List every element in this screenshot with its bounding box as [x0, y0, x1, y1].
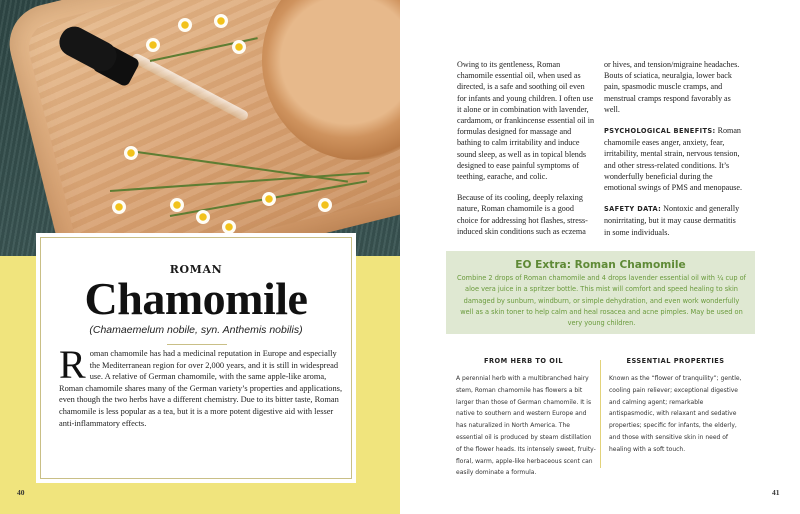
- eo-extra-box: [446, 251, 755, 334]
- latin-name: (Chamaemelum nobile, syn. Anthemis nobilis): [89, 324, 303, 336]
- from-herb-text: A perennial herb with a multibranched hairy stem, Roman chamomile has flowers a bit larger than those of German chamomile. It is native to southern and western Europe and has naturalized in North America. The essential oil is produced by steam distillation of the flower heads. Its intensely sweet, fruity-floral, warm, apple-like herbaceous scent can easily dominate a formula.: [456, 375, 596, 477]
- chamomile-flower: [262, 192, 276, 206]
- essential-properties-text: Known as the “flower of tranquility”; gentle, cooling pain reliever; exceptional digestive and calming agent; remarkable antispasmodic, with relaxant and sedative properties; specific for infants, the elderly, and those with sensitive skin in need of healing with a soft touch.: [609, 375, 742, 453]
- title-rule: [167, 344, 227, 345]
- text-column-1: [457, 59, 595, 247]
- column-divider: [600, 360, 601, 468]
- chamomile-flower: [318, 198, 332, 212]
- chamomile-flower: [214, 14, 228, 28]
- chamomile-flower: [196, 210, 210, 224]
- page-number-right: 41: [772, 488, 780, 497]
- chamomile-flower: [170, 198, 184, 212]
- chamomile-flower: [124, 146, 138, 160]
- intro-paragraph: [59, 342, 343, 429]
- from-herb-heading: FROM HERB TO OIL: [483, 357, 564, 365]
- body-paragraph: or hives, and tension/migraine headaches. Bouts of sciatica, neuralgia, lower back pain, spasmodic muscle cramps, and menstrual cramps respond favorably as well.: [604, 60, 740, 114]
- intro-text: oman chamomile has had a medicinal reputation in Europe and especially the Mediterranean region for over 2,000 years, and it is still in widespread use. A relative of German chamomile, with the same apple-like aroma, Roman chamomile shares many of the German variety’s properties and applications, even though the two herbs have a different chemistry. Due to its bitter taste, Roman chamomile is less popular as a tea, but it is a more potent digestive aid with lesser anti-inflammatory effects.: [59, 349, 343, 428]
- safety-data-text: Nontoxic and generally nonirritating, but it may cause dermatitis in some individuals.: [604, 204, 740, 237]
- psychological-benefits-text: Roman chamomile eases anger, anxiety, fear, irritability, mental strain, nervous tension, and other stress-related conditions. It’s wonderfully beneficial during the emotional swings of PMS and menopause.: [604, 126, 743, 193]
- body-paragraph: Owing to its gentleness, Roman chamomile essential oil, when used as directed, is a safe and soothing oil even for infants and young children. I often use it alone or in combination with lavender, cardamom, or frankincense essential oil in formulas designed for massage and bathing to calm irritability and induce sound sleep, as well as in topical blends designed to ease painful symptoms of teething, earache, and colic.: [457, 60, 595, 182]
- chamomile-flower: [112, 200, 126, 214]
- chamomile-flower: [222, 220, 236, 234]
- safety-data-label: SAFETY DATA:: [604, 205, 662, 214]
- chamomile-flower: [146, 38, 160, 52]
- chamomile-flower: [178, 18, 192, 32]
- title-kicker: ROMAN: [169, 263, 223, 276]
- psychological-benefits: [604, 125, 744, 193]
- psychological-benefits-label: PSYCHOLOGICAL BENEFITS:: [604, 127, 716, 136]
- right-page: [400, 0, 800, 514]
- page-title: Chamomile: [84, 273, 308, 324]
- page-number-left: 40: [17, 488, 25, 497]
- text-column-2: [604, 59, 744, 248]
- essential-properties-heading: ESSENTIAL PROPERTIES: [626, 357, 725, 365]
- safety-data: [604, 203, 744, 238]
- eo-extra-title: EO Extra: Roman Chamomile: [515, 259, 686, 271]
- eo-extra-body: Combine 2 drops of Roman chamomile and 4 drops lavender essential oil with ¼ cup of aloe vera juice in a spritzer bottle. This mist will comfort and speed healing to skin damaged by sunburn, windburn, or simple dehydration, and even work wonderfully well as a skin toner to help calm and heal rosacea and acne pimples. May be used on very young children.: [457, 274, 746, 328]
- body-paragraph: Because of its cooling, deeply relaxing nature, Roman chamomile is a good choice for addressing hot flashes, stress-induced skin conditions such as eczema: [457, 193, 588, 236]
- chamomile-photo: [0, 0, 400, 256]
- drop-cap: R: [59, 342, 86, 387]
- title-card: [36, 233, 356, 483]
- chamomile-flower: [232, 40, 246, 54]
